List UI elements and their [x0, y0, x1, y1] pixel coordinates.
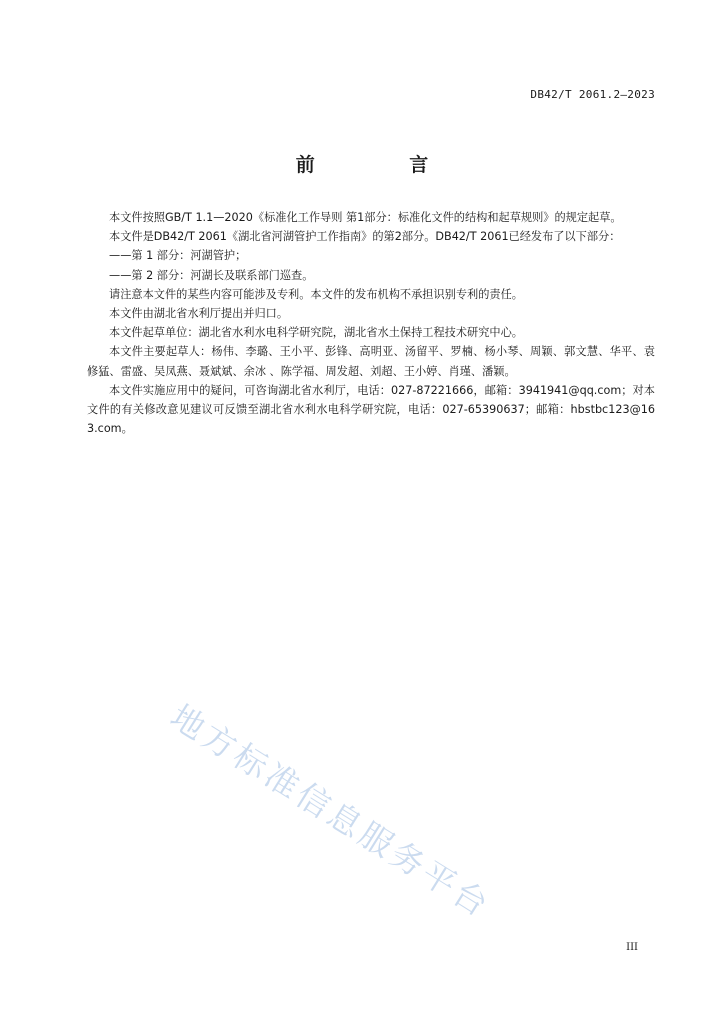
- watermark-text: 地方标准信息服务平台: [163, 696, 499, 926]
- list-item-part-2: ——第 2 部分：河湖长及联系部门巡查。: [109, 268, 314, 282]
- paragraph-drafters: 本文件主要起草人：杨伟、李璐、王小平、彭锋、高明亚、汤留平、罗楠、杨小琴、周颖、郭文慧、华平、袁修猛、雷盛、吴凤燕、聂斌斌、余冰 、陈学福、周发超、刘超、王小婷、肖瑾、潘颖。: [87, 345, 655, 378]
- paragraph-patent-notice: 请注意本文件的某些内容可能涉及专利。本文件的发布机构不承担识别专利的责任。: [109, 287, 523, 301]
- paragraph-proposer: 本文件由湖北省水利厅提出并归口。: [109, 307, 289, 321]
- list-item-part-1: ——第 1 部分：河湖管护；: [109, 249, 247, 263]
- section-title: 前 言: [295, 154, 473, 176]
- foreword-body: [87, 208, 655, 438]
- document-code: DB42/T 2061.2—2023: [530, 88, 655, 101]
- paragraph-contact: 本文件实施应用中的疑问，可咨询湖北省水利厅，电话：027-87221666，邮箱：3941941@qq.com；对本文件的有关修改意见建议可反馈至湖北省水利水电科学研究院，电话：027-65390637；邮箱：hbstbc123@163.com。: [87, 383, 655, 436]
- page-number: III: [626, 942, 638, 953]
- paragraph-series-info: 本文件是DB42/T 2061《湖北省河湖管护工作指南》的第2部分。DB42/T 2061已经发布了以下部分：: [109, 230, 621, 244]
- paragraph-drafting-rules: 本文件按照GB/T 1.1—2020《标准化工作导则 第1部分：标准化文件的结构和起草规则》的规定起草。: [109, 211, 622, 224]
- paragraph-drafting-units: 本文件起草单位：湖北省水利水电科学研究院，湖北省水土保持工程技术研究中心。: [109, 326, 523, 340]
